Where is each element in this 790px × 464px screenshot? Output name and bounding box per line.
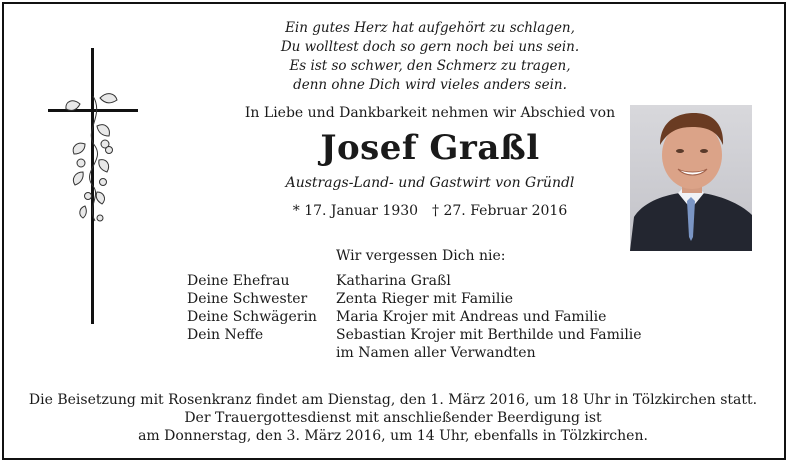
poem-line: denn ohne Dich wird vieles anders sein. <box>293 77 567 93</box>
mourner-names: Katharina Graßl <box>336 273 451 289</box>
list-item <box>187 290 642 308</box>
mourner-names: Sebastian Krojer mit Berthilde und Familie <box>336 327 642 343</box>
death-date: † 27. Februar 2016 <box>432 203 568 219</box>
funeral-info-line: Der Trauergottesdienst mit anschließender Beerdigung ist <box>184 410 602 426</box>
poem-line: Du wolltest doch so gern noch bei uns sein. <box>280 39 580 55</box>
list-item <box>187 344 642 362</box>
mourner-relation: Deine Ehefrau <box>187 273 290 289</box>
mourner-names: im Namen aller Verwandten <box>336 345 536 361</box>
mourner-relation <box>187 344 336 362</box>
mourners-list <box>187 272 642 362</box>
mourner-relation: Deine Schwägerin <box>187 309 317 325</box>
intro-text: In Liebe und Dankbarkeit nehmen wir Abschied von <box>244 105 616 121</box>
poem-line: Es ist so schwer, den Schmerz zu tragen, <box>289 58 571 74</box>
mourner-relation: Deine Schwester <box>187 291 308 307</box>
funeral-info-line: am Donnerstag, den 3. März 2016, um 14 Uhr, ebenfalls in Tölzkirchen. <box>138 428 648 444</box>
poem-line: Ein gutes Herz hat aufgehört zu schlagen, <box>285 20 575 36</box>
cross-with-vine-icon <box>45 46 141 328</box>
deceased-role: Austrags-Land- und Gastwirt von Gründl <box>285 175 575 191</box>
birth-date: * 17. Januar 1930 <box>292 203 419 219</box>
list-item <box>187 326 642 344</box>
poem-block <box>230 19 630 95</box>
mourner-names: Zenta Rieger mit Familie <box>336 291 514 307</box>
mourner-names: Maria Krojer mit Andreas und Familie <box>336 309 607 325</box>
portrait-photo <box>630 105 752 251</box>
deceased-name: Josef Graßl <box>320 128 540 168</box>
funeral-info <box>0 391 786 445</box>
mourner-relation: Dein Neffe <box>187 327 264 343</box>
life-dates <box>230 203 630 219</box>
remember-line: Wir vergessen Dich nie: <box>336 248 506 264</box>
funeral-info-line: Die Beisetzung mit Rosenkranz findet am Dienstag, den 1. März 2016, um 18 Uhr in Tölzkirchen statt. <box>28 392 758 408</box>
list-item <box>187 272 642 290</box>
list-item <box>187 308 642 326</box>
